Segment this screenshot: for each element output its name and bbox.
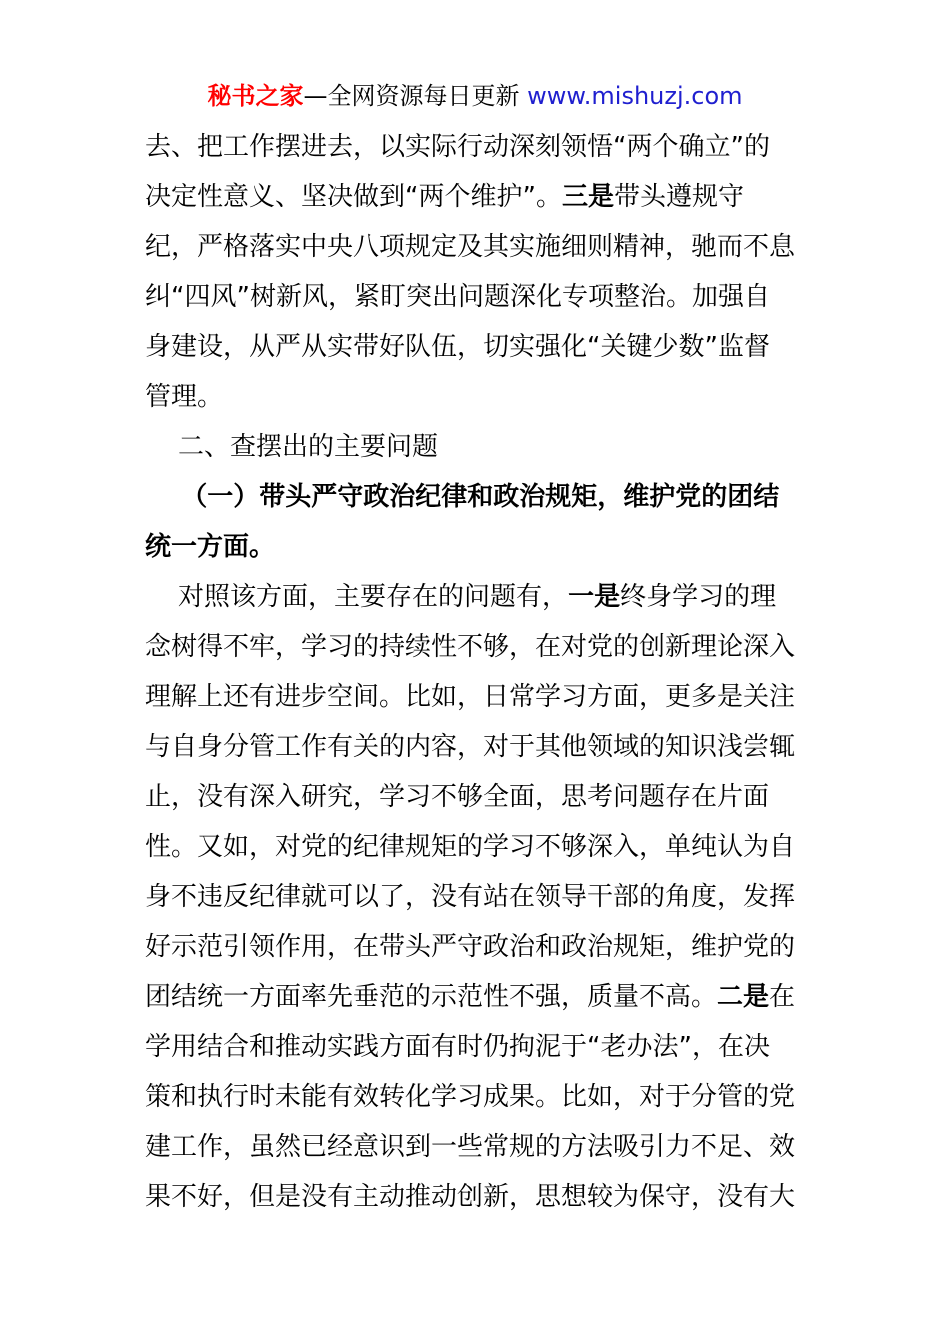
text-line [145, 272, 810, 322]
text-line [145, 522, 810, 572]
bold-text: 一是 [568, 582, 621, 612]
text-segment: 止，没有深入研究，学习不够全面，思考问题存在片面 [145, 782, 770, 812]
text-segment: 去、把工作摆进去，以实际行动深刻领悟“两个确立”的 [145, 132, 770, 162]
site-url-link[interactable]: www.mishuzj.com [527, 82, 743, 110]
text-line [145, 972, 810, 1022]
text-segment: 建工作，虽然已经意识到一些常规的方法吸引力不足、效 [145, 1132, 796, 1162]
text-segment: 带头遵规守 [613, 182, 744, 212]
bold-text: 三是 [561, 182, 614, 212]
site-brand: 秘书之家 [207, 82, 304, 110]
text-segment: 理解上还有进步空间。比如，日常学习方面，更多是关注 [145, 682, 796, 712]
text-line [145, 772, 810, 822]
text-line [145, 1172, 810, 1222]
text-line [145, 322, 810, 372]
text-segment: 果不好，但是没有主动推动创新，思想较为保守，没有大 [145, 1182, 796, 1212]
text-line [145, 672, 810, 722]
site-tagline: —全网资源每日更新 [303, 82, 528, 110]
text-line [145, 572, 810, 622]
text-line [145, 472, 810, 522]
text-line [145, 872, 810, 922]
text-segment: 性。又如，对党的纪律规矩的学习不够深入，单纯认为自 [145, 832, 796, 862]
text-segment: 二、查摆出的主要问题 [145, 432, 439, 462]
text-line [145, 822, 810, 872]
text-segment: 好示范引领作用，在带头严守政治和政治规矩，维护党的 [145, 932, 796, 962]
text-segment: 身建设，从严从实带好队伍，切实强化“关键少数”监督 [145, 332, 770, 362]
text-segment: 终身学习的理 [620, 582, 777, 612]
text-segment: 学用结合和推动实践方面有时仍拘泥于“老办法”，在决 [145, 1032, 770, 1062]
text-line [145, 122, 810, 172]
bold-text: （一）带头严守政治纪律和政治规矩，维护党的团结 [145, 482, 780, 512]
text-segment: 在 [769, 982, 796, 1012]
text-line [145, 722, 810, 772]
text-line [145, 1072, 810, 1122]
text-line [145, 922, 810, 972]
text-segment: 决定性意义、坚决做到“两个维护”。 [145, 182, 562, 212]
text-segment: 对照该方面，主要存在的问题有， [145, 582, 569, 612]
text-segment: 与自身分管工作有关的内容，对于其他领域的知识浅尝辄 [145, 732, 796, 762]
bold-text: 统一方面。 [145, 532, 276, 562]
text-line [145, 222, 810, 272]
text-line [145, 1122, 810, 1172]
text-line [145, 422, 810, 472]
text-segment: 管理。 [145, 382, 224, 412]
bold-text: 二是 [717, 982, 770, 1012]
text-line [145, 622, 810, 672]
text-line [145, 1022, 810, 1072]
text-line [145, 372, 810, 422]
text-segment: 纪，严格落实中央八项规定及其实施细则精神，驰而不息 [145, 232, 796, 262]
text-segment: 纠“四风”树新风，紧盯突出问题深化专项整治。加强自 [145, 282, 770, 312]
text-segment: 团结统一方面率先垂范的示范性不强，质量不高。 [145, 982, 718, 1012]
text-segment: 策和执行时未能有效转化学习成果。比如，对于分管的党 [145, 1082, 796, 1112]
text-segment: 身不违反纪律就可以了，没有站在领导干部的角度，发挥 [145, 882, 796, 912]
text-line [145, 172, 810, 222]
text-segment: 念树得不牢，学习的持续性不够，在对党的创新理论深入 [145, 632, 796, 662]
site-header [0, 80, 950, 112]
document-body [145, 122, 810, 1222]
